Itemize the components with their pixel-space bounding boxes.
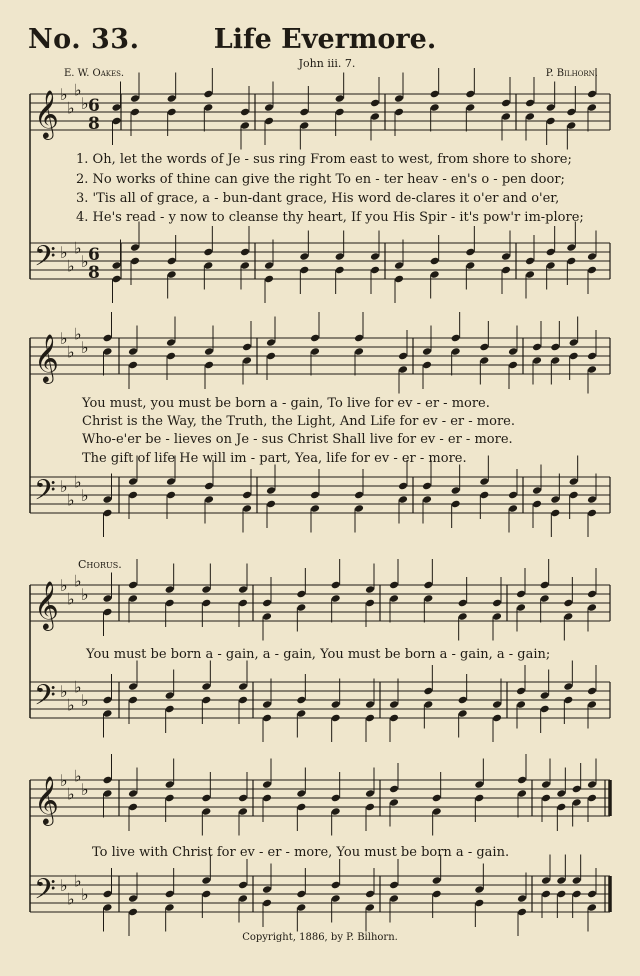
flat-sign: ♭ — [81, 885, 89, 904]
flat-sign: ♭ — [67, 784, 75, 804]
composer-credit: P. Bilhorn. — [545, 68, 598, 79]
flat-sign: ♭ — [74, 472, 82, 492]
flat-sign: ♭ — [81, 94, 89, 113]
verse-2-line-a: 2. No works of thine can give the right To en - ter heav - en's o - pen door; — [76, 172, 565, 187]
bass-clef: 𝄢 — [34, 679, 56, 719]
flat-sign: ♭ — [60, 771, 68, 790]
flat-sign: ♭ — [67, 589, 75, 609]
lyricist-credit: E. W. Oakes. — [64, 68, 125, 79]
flat-sign: ♭ — [81, 486, 89, 505]
flat-sign: ♭ — [60, 329, 68, 348]
treble-clef: 𝄞 — [34, 580, 59, 629]
chorus-line-2: To live with Christ for ev - er - more, You must be born a - gain. — [92, 845, 510, 860]
flat-sign: ♭ — [81, 780, 89, 799]
flat-sign: ♭ — [81, 585, 89, 604]
flat-sign: ♭ — [74, 80, 82, 100]
flat-sign: ♭ — [60, 85, 68, 104]
flat-sign: ♭ — [81, 691, 89, 710]
hymn-number: No. 33. — [28, 24, 140, 55]
flat-sign: ♭ — [60, 477, 68, 496]
flat-sign: ♭ — [81, 338, 89, 357]
time-signature-top: 6 — [88, 245, 100, 265]
copyright-notice: Copyright, 1886, by P. Bilhorn. — [242, 932, 398, 943]
bass-clef: 𝄢 — [34, 873, 56, 913]
flat-sign: ♭ — [67, 98, 75, 118]
flat-sign: ♭ — [81, 252, 89, 271]
scripture-reference: John iii. 7. — [298, 57, 356, 70]
flat-sign: ♭ — [60, 876, 68, 895]
flat-sign: ♭ — [74, 871, 82, 891]
flat-sign: ♭ — [67, 889, 75, 909]
flat-sign: ♭ — [74, 766, 82, 786]
flat-sign: ♭ — [60, 243, 68, 262]
chorus-label: Chorus. — [78, 558, 122, 571]
treble-clef: 𝄞 — [34, 89, 59, 138]
flat-sign: ♭ — [74, 238, 82, 258]
flat-sign: ♭ — [74, 677, 82, 697]
flat-sign: ♭ — [60, 576, 68, 595]
verse-4-line-b: The gift of life He will im - part, Yea, life for ev - er - more. — [82, 451, 467, 466]
hymn-title: Life Evermore. — [213, 24, 437, 55]
flat-sign: ♭ — [60, 682, 68, 701]
chorus-line-1: You must be born a - gain, a - gain, You must be born a - gain, a - gain; — [86, 647, 551, 662]
verse-3-line-a: 3. 'Tis all of grace, a - bun-dant grace, His word de-clares it o'er and o'er, — [76, 191, 560, 206]
bass-clef: 𝄢 — [34, 474, 56, 514]
verse-1-line-a: 1. Oh, let the words of Je - sus ring From east to west, from shore to shore; — [76, 152, 572, 167]
treble-clef: 𝄞 — [34, 333, 59, 382]
verse-3-line-b: Who-e'er be - lieves on Je - sus Christ Shall live for ev - er - more. — [82, 432, 513, 447]
flat-sign: ♭ — [74, 324, 82, 344]
time-signature-bottom: 8 — [88, 114, 100, 134]
flat-sign: ♭ — [67, 490, 75, 510]
verse-1-line-b: You must, you must be born a - gain, To live for ev - er - more. — [82, 396, 490, 411]
verse-4-line-a: 4. He's read - y now to cleanse thy heart, If you His Spir - it's pow'r im-plore; — [76, 210, 584, 225]
bass-clef: 𝄢 — [34, 240, 56, 280]
flat-sign: ♭ — [74, 571, 82, 591]
time-signature-bottom: 8 — [88, 263, 100, 283]
flat-sign: ♭ — [67, 256, 75, 276]
flat-sign: ♭ — [67, 342, 75, 362]
verse-2-line-b: Christ is the Way, the Truth, the Light, And Life for ev - er - more. — [82, 414, 515, 429]
time-signature-top: 6 — [88, 96, 100, 116]
flat-sign: ♭ — [67, 695, 75, 715]
treble-clef: 𝄞 — [34, 775, 59, 824]
